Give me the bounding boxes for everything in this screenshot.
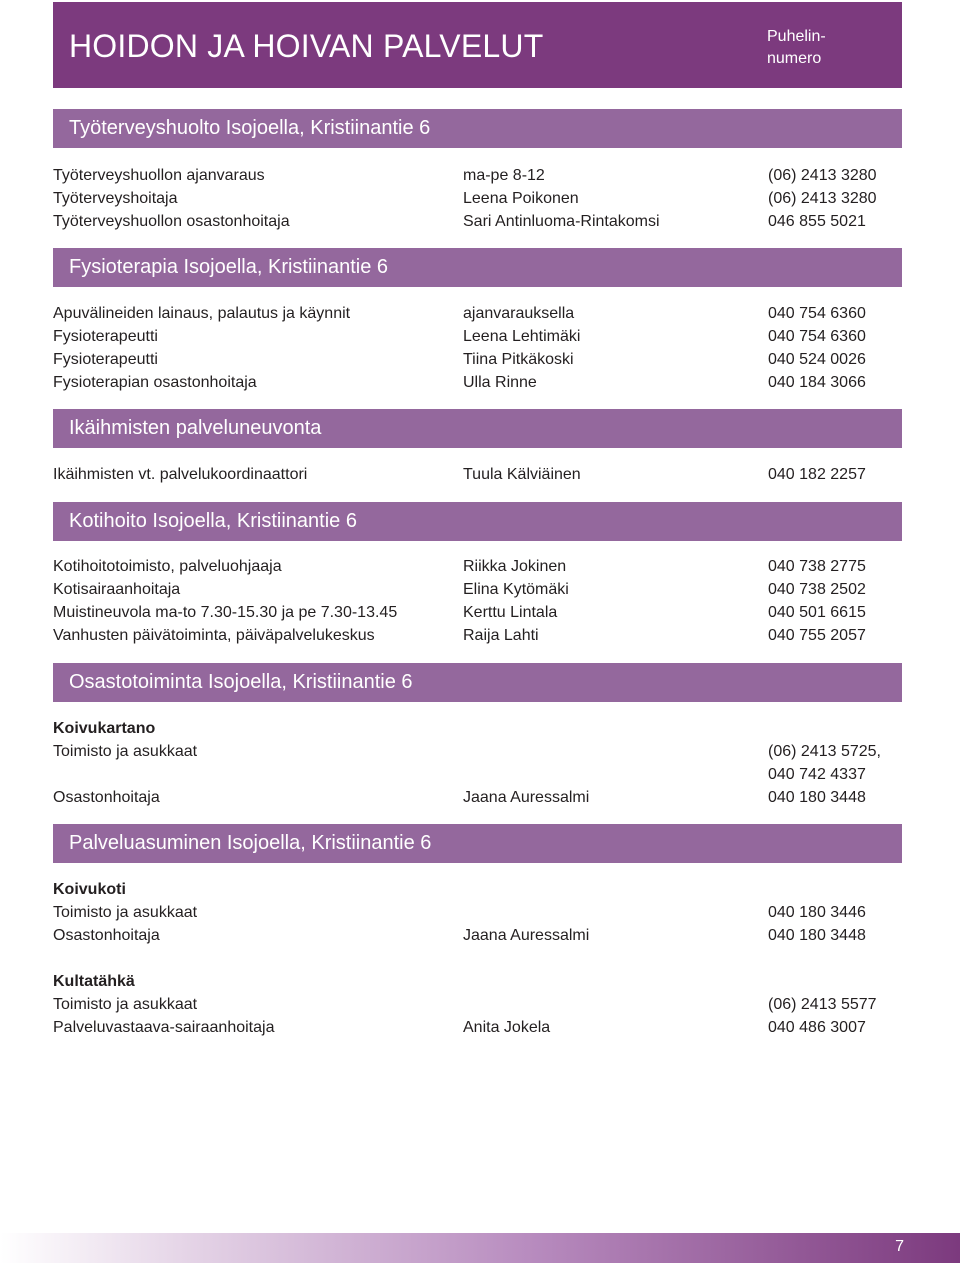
contact-info: Elina Kytömäki: [463, 581, 569, 598]
service-name: Apuvälineiden lainaus, palautus ja käynnit: [53, 305, 351, 322]
table-row: [53, 924, 933, 947]
table-row: [53, 1016, 933, 1039]
service-name: Ikäihmisten vt. palvelukoordinaattori: [53, 466, 308, 483]
table-row: [53, 786, 933, 809]
table-row: [53, 325, 933, 348]
phone-number: 040 755 2057: [768, 627, 866, 644]
group-title-koivukoti: Koivukoti: [53, 881, 126, 898]
contact-info: Raija Lahti: [463, 627, 539, 644]
service-name: Fysioterapeutti: [53, 328, 158, 345]
contact-info: Leena Poikonen: [463, 190, 579, 207]
phone-number: (06) 2413 5725,: [768, 743, 881, 760]
contact-info: Ulla Rinne: [463, 374, 537, 391]
contact-info: Kerttu Lintala: [463, 604, 558, 621]
table-row: [53, 463, 933, 486]
service-name: Toimisto ja asukkaat: [53, 904, 198, 921]
service-name: Työterveyshuollon ajanvaraus: [53, 167, 265, 184]
phone-number: 046 855 5021: [768, 213, 866, 230]
table-row: [53, 164, 933, 187]
contact-info: Jaana Auressalmi: [463, 927, 590, 944]
section-title: Osastotoiminta Isojoella, Kristiinantie 6: [69, 671, 413, 693]
phone-number: 040 180 3448: [768, 927, 866, 944]
contact-info: ma-pe 8-12: [463, 167, 545, 184]
contact-info: Sari Antinluoma-Rintakomsi: [463, 213, 660, 230]
phone-number: 040 180 3448: [768, 789, 866, 806]
phone-heading-line-1: Puhelin-: [767, 28, 826, 45]
table-row: [53, 578, 933, 601]
phone-number: (06) 2413 5577: [768, 996, 877, 1013]
contact-info: Jaana Auressalmi: [463, 789, 590, 806]
page-number: 7: [895, 1238, 904, 1255]
table-row: [53, 302, 933, 325]
group-title-kultatahka: Kultatähkä: [53, 973, 135, 990]
phone-heading-line-2: numero: [767, 50, 822, 67]
section-title: Fysioterapia Isojoella, Kristiinantie 6: [69, 256, 389, 278]
section-header-kotihoito: [53, 502, 902, 541]
table-row: [53, 901, 933, 924]
phone-number: 040 486 3007: [768, 1019, 866, 1036]
table-row: [53, 210, 933, 233]
table-row: [53, 624, 933, 647]
phone-column-heading: [767, 26, 887, 70]
contact-info: Riikka Jokinen: [463, 558, 567, 575]
service-name: Osastonhoitaja: [53, 789, 160, 806]
section-header-palveluneuvonta: [53, 409, 902, 448]
service-name: Toimisto ja asukkaat: [53, 743, 198, 760]
table-row: [53, 601, 933, 624]
service-name: Fysioterapian osastonhoitaja: [53, 374, 257, 391]
table-row: [53, 763, 933, 786]
phone-number: 040 180 3446: [768, 904, 866, 921]
service-name: Fysioterapeutti: [53, 351, 158, 368]
contact-info: ajanvarauksella: [463, 305, 575, 322]
phone-number: 040 182 2257: [768, 466, 866, 483]
section-title: Työterveyshuolto Isojoella, Kristiinantie 6: [69, 117, 431, 139]
phone-number: 040 754 6360: [768, 305, 866, 322]
service-name: Muistineuvola ma-to 7.30-15.30 ja pe 7.30-13.45: [53, 604, 398, 621]
phone-number: 040 524 0026: [768, 351, 866, 368]
table-row: [53, 993, 933, 1016]
service-name: Kotihoitotoimisto, palveluohjaaja: [53, 558, 282, 575]
service-name: Työterveyshuollon osastonhoitaja: [53, 213, 290, 230]
section-title: Palveluasuminen Isojoella, Kristiinantie 6: [69, 832, 432, 854]
contact-info: Leena Lehtimäki: [463, 328, 581, 345]
phone-number: 040 738 2775: [768, 558, 866, 575]
service-name: Palveluvastaava-sairaanhoitaja: [53, 1019, 275, 1036]
service-name: Toimisto ja asukkaat: [53, 996, 198, 1013]
phone-number: 040 738 2502: [768, 581, 866, 598]
table-row: [53, 187, 933, 210]
phone-number: 040 742 4337: [768, 766, 866, 783]
service-name: Osastonhoitaja: [53, 927, 160, 944]
table-row: [53, 371, 933, 394]
phone-number: 040 501 6615: [768, 604, 866, 621]
footer-bar: [0, 1233, 960, 1263]
service-name: Kotisairaanhoitaja: [53, 581, 181, 598]
phone-number: (06) 2413 3280: [768, 190, 877, 207]
service-name: Työterveyshoitaja: [53, 190, 178, 207]
page-title: HOIDON JA HOIVAN PALVELUT: [69, 28, 544, 64]
contact-info: Tuula Kälviäinen: [463, 466, 581, 483]
contact-info: Anita Jokela: [463, 1019, 551, 1036]
section-header-osastotoiminta: [53, 663, 902, 702]
section-title: Ikäihmisten palveluneuvonta: [69, 417, 322, 439]
phone-number: 040 184 3066: [768, 374, 866, 391]
title-bar: [53, 2, 902, 88]
section-header-palveluasuminen: [53, 824, 902, 863]
section-header-fysioterapia: [53, 248, 902, 287]
phone-number: (06) 2413 3280: [768, 167, 877, 184]
service-name: Vanhusten päivätoiminta, päiväpalvelukeskus: [53, 627, 375, 644]
group-title-koivukartano: Koivukartano: [53, 720, 156, 737]
table-row: [53, 555, 933, 578]
table-row: [53, 740, 933, 763]
table-row: [53, 348, 933, 371]
contact-info: Tiina Pitkäkoski: [463, 351, 574, 368]
section-header-tyoterveyshuolto: [53, 109, 902, 148]
phone-number: 040 754 6360: [768, 328, 866, 345]
section-title: Kotihoito Isojoella, Kristiinantie 6: [69, 510, 357, 532]
